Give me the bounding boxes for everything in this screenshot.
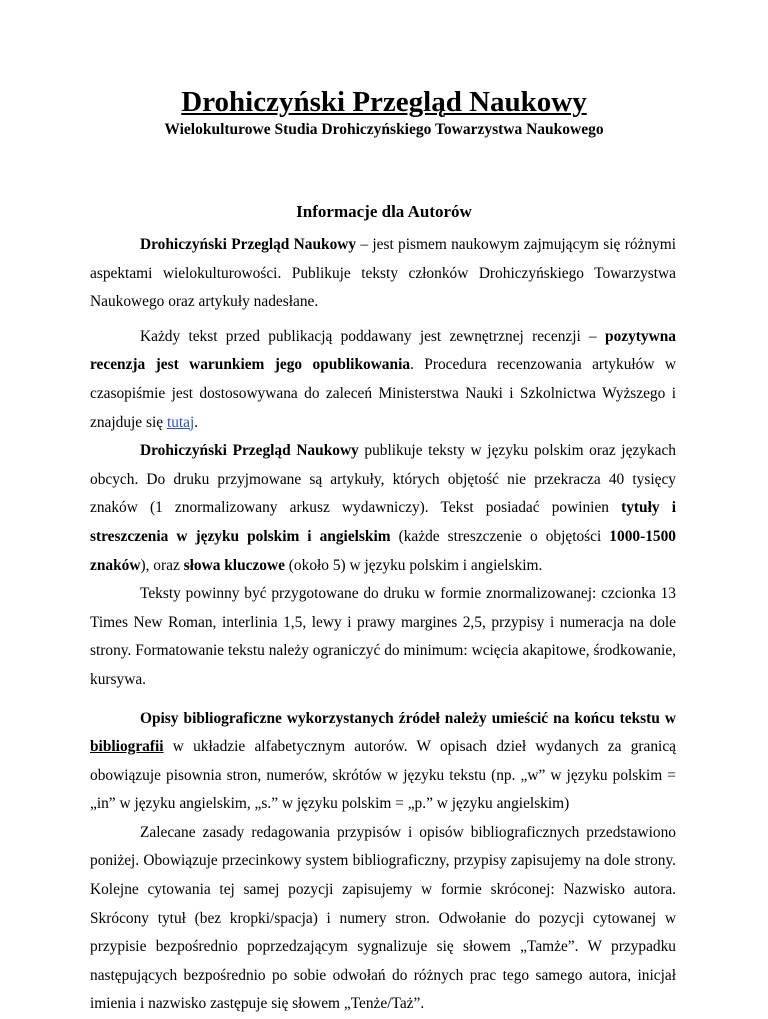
journal-title: Drohiczyński Przegląd Naukowy [181,86,587,118]
bibliography-underlined: bibliografii [90,738,164,756]
paragraph-review [90,323,676,437]
document-body [90,231,676,1019]
paragraph-text: publikuje teksty w języku polskim oraz językach obcych. Do druku przyjmowane są artykuły, których objętość nie przekracza 40 tysięcy znaków (1 znormalizowany arkusz wydawniczy). Tekst posiadać powinien [90,442,676,517]
journal-name-bold: Drohiczyński Przegląd Naukowy [140,236,357,253]
paragraph-text: Teksty powinny być przygotowane do druku w formie znormalizowanej: czcionka 13 Times New Roman, interlinia 1,5, lewy i prawy margines 2,5, przypisy i numeracja na dole strony. Formatowanie tekstu należy ograniczyć do minimum: wcięcia akapitowe, środkowanie, kursywa. [90,585,676,688]
abstract-length-bold: 1000-1500 znaków [90,527,676,574]
paragraph-submission [90,437,676,580]
paragraph-text: . [194,413,199,431]
paragraph-formatting [90,580,676,694]
paragraph-footnotes [90,819,676,1019]
paragraph-intro [90,231,676,317]
review-requirement-bold: pozytywna recenzja jest warunkiem jego opublikowania [90,327,676,374]
paragraph-text: w układzie alfabetycznym autorów. W opisach dzieł wydanych za granicą obowiązuje pisownia stron, numerów, skrótów w języku tekstu (np. „w” w języku polskim = „in” w języku angielskim, „s.” w języku polskim = „p.” w języku angielskim) [90,738,676,813]
paragraph-text: (każde streszczenie o objętości [390,527,610,545]
paragraph-text: . Procedura recenzowania artykułów w czasopiśmie jest dostosowywana do zaleceń Ministerstwa Nauki i Szkolnictwa Wyższego i znajduje się [90,356,676,431]
paragraph-text: (około 5) w języku polskim i angielskim. [284,556,543,574]
section-heading: Informacje dla Autorów [296,202,472,221]
titles-abstracts-bold: tytuły i streszczenia w języku polskim i angielskim [90,499,676,545]
bibliography-rule-bold: Opisy bibliograficzne wykorzystanych źródeł należy umieścić na końcu tekstu w [140,709,676,727]
journal-subtitle: Wielokulturowe Studia Drohiczyńskiego Towarzystwa Naukowego [164,121,604,138]
review-procedure-link[interactable]: tutaj [166,413,195,431]
paragraph-text: Każdy tekst przed publikacją poddawany jest zewnętrznej recenzji – [140,327,606,345]
paragraph-text: Zalecane zasady redagowania przypisów i opisów bibliograficznych przedstawiono poniżej. Obowiązuje przecinkowy system bibliograficzny, przypisy zapisujemy na dole strony. Kolejne cytowania tej samej pozycji zapisujemy w formie skróconej: Nazwisko autora. Skrócony tytuł (bez kropki/spacja) i numery stron. Odwołanie do pozycji cytowanej w przypisie bezpośrednio poprzedzającym sygnalizuje się słowem „Tamże”. W przypadku następujących bezpośrednio po sobie odwołań do różnych prac tego samego autora, inicjał imienia i nazwisko zastępuje się słowem „Tenże/Taż”. [90,823,676,1013]
paragraph-text: – jest pismem naukowym zajmującym się różnymi aspektami wielokulturowości. Publikuje teksty członków Drohiczyńskiego Towarzystwa Naukowego oraz artykuły nadesłane. [90,236,676,311]
keywords-bold: słowa kluczowe [183,556,285,574]
paragraph-text: ), oraz [140,556,184,574]
paragraph-bibliography [90,705,676,819]
journal-name-bold: Drohiczyński Przegląd Naukowy [140,442,359,460]
